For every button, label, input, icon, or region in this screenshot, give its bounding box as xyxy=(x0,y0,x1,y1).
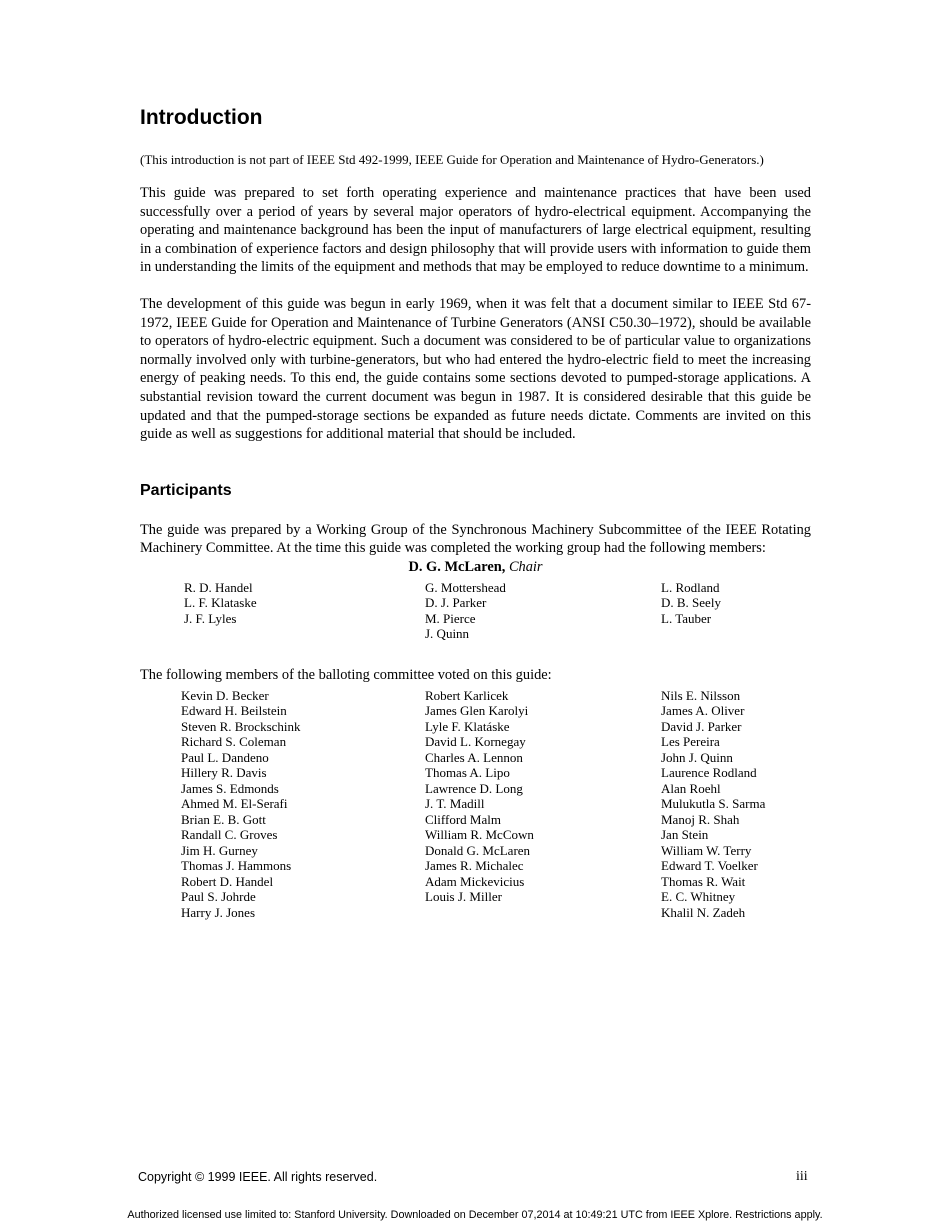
member-name: John J. Quinn xyxy=(661,749,733,765)
member-name: Steven R. Brockschink xyxy=(181,718,301,734)
member-name: Robert Karlicek xyxy=(425,687,509,703)
member-name: Hillery R. Davis xyxy=(181,765,267,781)
member-name: Adam Mickevicius xyxy=(425,873,525,889)
member-name: G. Mottershead xyxy=(425,579,506,595)
chair-name: D. G. McLaren, xyxy=(408,558,506,575)
member-name: Thomas R. Wait xyxy=(661,873,746,889)
member-name: James A. Oliver xyxy=(661,703,745,719)
member-name: Richard S. Coleman xyxy=(181,734,287,750)
member-name: Randall C. Groves xyxy=(181,827,278,843)
license-notice: Authorized licensed use limited to: Stanford University. Downloaded on December 07,2014 at 10:49:21 UTC from IEEE Xplore. Restrictions apply. xyxy=(127,1209,823,1221)
member-name: J. F. Lyles xyxy=(184,610,237,626)
member-name: Les Pereira xyxy=(661,734,720,750)
member-name: E. C. Whitney xyxy=(661,889,736,905)
member-name: David J. Parker xyxy=(661,718,742,734)
ballot-column-3 xyxy=(661,688,765,921)
ballot-column-1 xyxy=(181,688,301,921)
member-name: M. Pierce xyxy=(425,610,476,626)
member-name: Lawrence D. Long xyxy=(425,780,523,796)
member-name: Charles A. Lennon xyxy=(425,749,523,765)
member-name: Robert D. Handel xyxy=(181,873,274,889)
page-content xyxy=(140,104,811,918)
working-group-members xyxy=(140,580,811,644)
copyright-notice: Copyright © 1999 IEEE. All rights reserved. xyxy=(138,1170,378,1184)
member-name: Brian E. B. Gott xyxy=(181,811,266,827)
member-name: Thomas J. Hammons xyxy=(181,858,292,874)
member-name: James S. Edmonds xyxy=(181,780,279,796)
member-name: Manoj R. Shah xyxy=(661,811,740,827)
member-name: Paul S. Johrde xyxy=(181,889,256,905)
working-group-chair xyxy=(140,558,811,576)
member-name: Clifford Malm xyxy=(425,811,501,827)
member-name: Mulukutla S. Sarma xyxy=(661,796,766,812)
ballot-column-2 xyxy=(425,688,534,905)
member-name: James Glen Karolyi xyxy=(425,703,529,719)
member-name: Thomas A. Lipo xyxy=(425,765,510,781)
member-name: Lyle F. Klatáske xyxy=(425,718,510,734)
participants-paragraph: The guide was prepared by a Working Group of the Synchronous Machinery Subcommittee of the IEEE Rotating Machinery Committee. At the time this guide was completed the working group had the following members: xyxy=(140,521,811,557)
intro-paragraph-2: The development of this guide was begun in early 1969, when it was felt that a document similar to IEEE Std 67-1972, IEEE Guide for Operation and Maintenance of Turbine Generators (ANSI C50.30–1972), should be available to operators of hydro-electric equipment. Such a document was considered to be of particular value to organizations normally involved only with turbine-generators, but who had entered the hydro-electric field to meet the increasing energy of peaking needs. To this end, the guide contains some sections devoted to pumped-storage applications. A substantial revision toward the current document was begun in 1987. It is considered desirable that this guide be updated and that the pumped-storage sections be expanded as future needs dictate. Comments are invited on this guide as well as suggestions for additional material that should be included. xyxy=(140,295,811,443)
working-group-column-2 xyxy=(425,580,506,642)
member-name: Harry J. Jones xyxy=(181,904,256,920)
intro-paragraph-1: This guide was prepared to set forth operating experience and maintenance practices that have been used successfully over a period of years by several major operators of hydro-electrical equipment. Accompanying the operating and maintenance background has been the input of manufacturers of large electrical equipment, resulting in a combination of experience factors and design philosophy that will provide users with information to guide them in understanding the limits of the equipment and methods that may be employed to reduce downtime to a minimum. xyxy=(140,185,811,276)
balloting-committee xyxy=(140,688,811,918)
member-name: Edward T. Voelker xyxy=(661,858,758,874)
member-name: L. Rodland xyxy=(661,579,720,595)
member-name: David L. Kornegay xyxy=(425,734,526,750)
member-name: Paul L. Dandeno xyxy=(181,749,269,765)
member-name: Laurence Rodland xyxy=(661,765,757,781)
member-name: Nils E. Nilsson xyxy=(661,687,741,703)
member-name: D. J. Parker xyxy=(425,595,487,611)
working-group-column-1 xyxy=(184,580,257,627)
member-name: Ahmed M. El-Serafi xyxy=(181,796,288,812)
member-name: James R. Michalec xyxy=(425,858,524,874)
member-name: Edward H. Beilstein xyxy=(181,703,287,719)
member-name: William W. Terry xyxy=(661,842,752,858)
member-name: J. Quinn xyxy=(425,626,470,642)
intro-title: Introduction xyxy=(140,106,263,129)
page-number: iii xyxy=(796,1169,808,1184)
ballot-intro: The following members of the balloting committee voted on this guide: xyxy=(140,666,552,683)
intro-note: (This introduction is not part of IEEE Std 492-1999, IEEE Guide for Operation and Maintenance of Hydro-Generators.) xyxy=(140,152,764,167)
member-name: Kevin D. Becker xyxy=(181,687,269,703)
member-name: Donald G. McLaren xyxy=(425,842,531,858)
member-name: J. T. Madill xyxy=(425,796,485,812)
member-name: Louis J. Miller xyxy=(425,889,502,905)
member-name: Khalil N. Zadeh xyxy=(661,904,746,920)
member-name: Alan Roehl xyxy=(661,780,721,796)
member-name: L. F. Klataske xyxy=(184,595,257,611)
chair-role: Chair xyxy=(508,558,543,575)
member-name: R. D. Handel xyxy=(184,579,253,595)
participants-title: Participants xyxy=(140,481,232,499)
member-name: Jim H. Gurney xyxy=(181,842,258,858)
working-group-column-3 xyxy=(661,580,721,627)
member-name: L. Tauber xyxy=(661,610,712,626)
member-name: D. B. Seely xyxy=(661,595,721,611)
member-name: William R. McCown xyxy=(425,827,534,843)
member-name: Jan Stein xyxy=(661,827,709,843)
